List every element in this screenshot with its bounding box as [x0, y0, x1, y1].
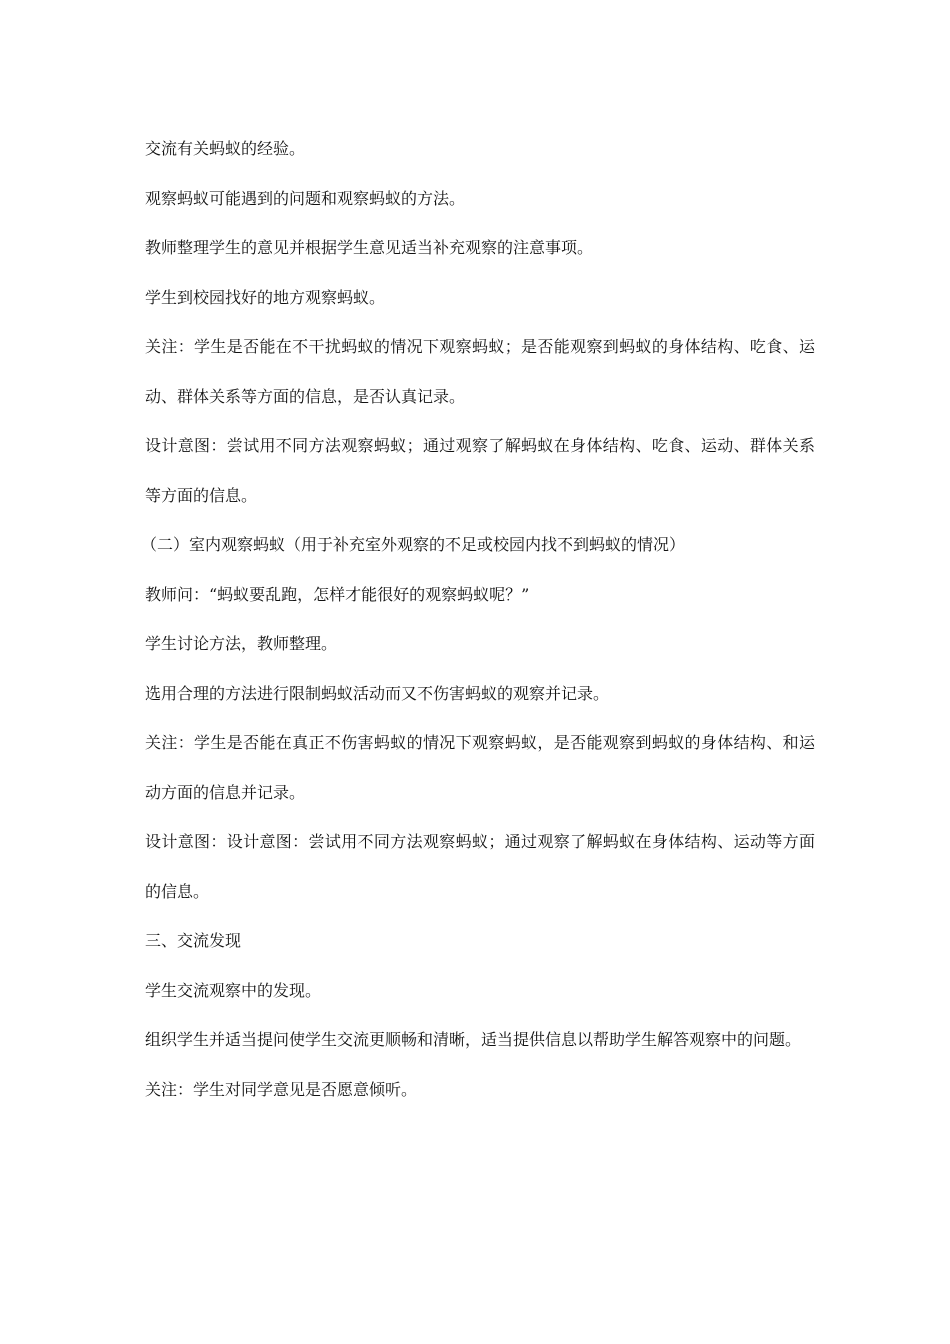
paragraph-focus-listening: 关注：学生对同学意见是否愿意倾听。 — [145, 1079, 418, 1099]
paragraph-teacher-organizes: 教师整理学生的意见并根据学生意见适当补充观察的注意事项。 — [145, 238, 594, 257]
paragraph-teacher-question: 教师问：“蚂蚁要乱跑，怎样才能很好的观察蚂蚁呢？” — [145, 584, 530, 604]
section-heading-indoor-observation: （二）室内观察蚂蚁（用于补充室外观察的不足或校园内找不到蚂蚁的情况） — [141, 535, 686, 554]
document-body — [141, 124, 815, 1114]
paragraph-organize-questions: 组织学生并适当提问使学生交流更顺畅和清晰，适当提供信息以帮助学生解答观察中的问题。 — [145, 1030, 802, 1049]
paragraph-choose-method: 选用合理的方法进行限制蚂蚁活动而又不伤害蚂蚁的观察并记录。 — [145, 683, 610, 703]
paragraph-students-discuss: 学生讨论方法，教师整理。 — [145, 634, 338, 653]
paragraph-share-experience: 交流有关蚂蚁的经验。 — [145, 139, 306, 158]
paragraph-students-share: 学生交流观察中的发现。 — [145, 980, 322, 1000]
paragraph-students-go-outside: 学生到校园找好的地方观察蚂蚁。 — [145, 287, 386, 307]
paragraph-design-intent-outdoor: 设计意图：尝试用不同方法观察蚂蚁；通过观察了解蚂蚁在身体结构、吃食、运动、群体关系等方面的信息。 — [145, 436, 815, 505]
section-heading-share-findings: 三、交流发现 — [145, 931, 242, 950]
paragraph-focus-outdoor: 关注：学生是否能在不干扰蚂蚁的情况下观察蚂蚁；是否能观察到蚂蚁的身体结构、吃食、运动、群体关系等方面的信息，是否认真记录。 — [145, 337, 815, 406]
paragraph-observation-problems: 观察蚂蚁可能遇到的问题和观察蚂蚁的方法。 — [145, 188, 466, 208]
paragraph-focus-indoor: 关注：学生是否能在真正不伤害蚂蚁的情况下观察蚂蚁，是否能观察到蚂蚁的身体结构、和运动方面的信息并记录。 — [145, 733, 815, 802]
paragraph-design-intent-indoor: 设计意图：设计意图：尝试用不同方法观察蚂蚁；通过观察了解蚂蚁在身体结构、运动等方面的信息。 — [145, 832, 815, 901]
